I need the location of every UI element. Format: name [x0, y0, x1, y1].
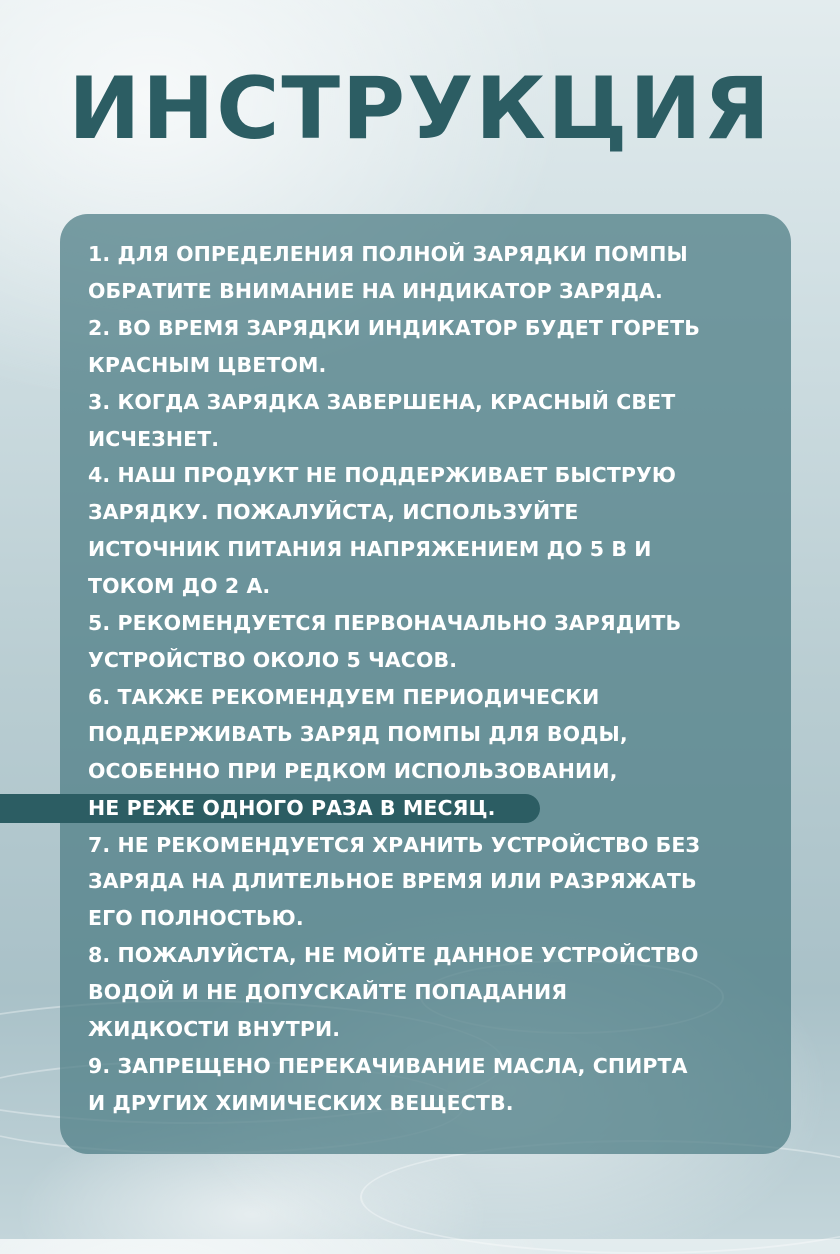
instruction-line: 3. КОГДА ЗАРЯДКА ЗАВЕРШЕНА, КРАСНЫЙ СВЕТ	[88, 389, 676, 414]
instruction-line: 2. ВО ВРЕМЯ ЗАРЯДКИ ИНДИКАТОР БУДЕТ ГОРЕТЬ	[88, 315, 700, 340]
instruction-item	[88, 457, 778, 605]
page-title: ИНСТРУКЦИЯ	[68, 59, 772, 159]
instruction-item	[88, 827, 778, 938]
instruction-line: ОБРАТИТЕ ВНИМАНИЕ НА ИНДИКАТОР ЗАРЯДА.	[88, 278, 663, 303]
instruction-line: 9. ЗАПРЕЩЕНО ПЕРЕКАЧИВАНИЕ МАСЛА, СПИРТА	[88, 1053, 688, 1078]
instruction-line: ЕГО ПОЛНОСТЬЮ.	[88, 906, 304, 931]
instruction-line: ПОДДЕРЖИВАТЬ ЗАРЯД ПОМПЫ ДЛЯ ВОДЫ,	[88, 721, 628, 746]
instruction-line: ТОКОМ ДО 2 А.	[88, 574, 271, 599]
instruction-line: ЗАРЯДА НА ДЛИТЕЛЬНОЕ ВРЕМЯ ИЛИ РАЗРЯЖАТЬ	[88, 869, 697, 894]
instruction-line: УСТРОЙСТВО ОКОЛО 5 ЧАСОВ.	[88, 647, 458, 672]
instruction-line: 1. ДЛЯ ОПРЕДЕЛЕНИЯ ПОЛНОЙ ЗАРЯДКИ ПОМПЫ	[88, 242, 688, 266]
instruction-line: 7. НЕ РЕКОМЕНДУЕТСЯ ХРАНИТЬ УСТРОЙСТВО БЕЗ	[88, 832, 701, 857]
highlighted-note-text: НЕ РЕЖЕ ОДНОГО РАЗА В МЕСЯЦ.	[88, 795, 496, 820]
instruction-line: ЖИДКОСТИ ВНУТРИ.	[88, 1017, 341, 1042]
instruction-item	[88, 1048, 778, 1122]
highlighted-note	[88, 790, 778, 827]
instruction-item	[88, 310, 778, 384]
instruction-line: И ДРУГИХ ХИМИЧЕСКИХ ВЕЩЕСТВ.	[88, 1090, 514, 1115]
instruction-item	[88, 679, 778, 827]
instruction-line: ЗАРЯДКУ. ПОЖАЛУЙСТА, ИСПОЛЬЗУЙТЕ	[88, 500, 579, 525]
instruction-line: 6. ТАКЖЕ РЕКОМЕНДУЕМ ПЕРИОДИЧЕСКИ	[88, 684, 600, 709]
instruction-line: 5. РЕКОМЕНДУЕТСЯ ПЕРВОНАЧАЛЬНО ЗАРЯДИТЬ	[88, 611, 682, 636]
instruction-line: ОСОБЕННО ПРИ РЕДКОМ ИСПОЛЬЗОВАНИИ,	[88, 758, 618, 783]
instruction-line: КРАСНЫМ ЦВЕТОМ.	[88, 352, 327, 377]
water-ripple	[360, 1140, 840, 1254]
instruction-item	[88, 236, 778, 310]
instruction-line: ВОДОЙ И НЕ ДОПУСКАЙТЕ ПОПАДАНИЯ	[88, 980, 568, 1005]
instruction-line: 4. НАШ ПРОДУКТ НЕ ПОДДЕРЖИВАЕТ БЫСТРУЮ	[88, 463, 677, 488]
instruction-line: ИСТОЧНИК ПИТАНИЯ НАПРЯЖЕНИЕМ ДО 5 В И	[88, 537, 652, 562]
instruction-item	[88, 384, 778, 458]
instruction-line: 8. ПОЖАЛУЙСТА, НЕ МОЙТЕ ДАННОЕ УСТРОЙСТВО	[88, 943, 699, 968]
instruction-item	[88, 937, 778, 1048]
instruction-line: ИСЧЕЗНЕТ.	[88, 426, 220, 451]
instruction-item	[88, 605, 778, 679]
instructions-list	[88, 236, 778, 1122]
